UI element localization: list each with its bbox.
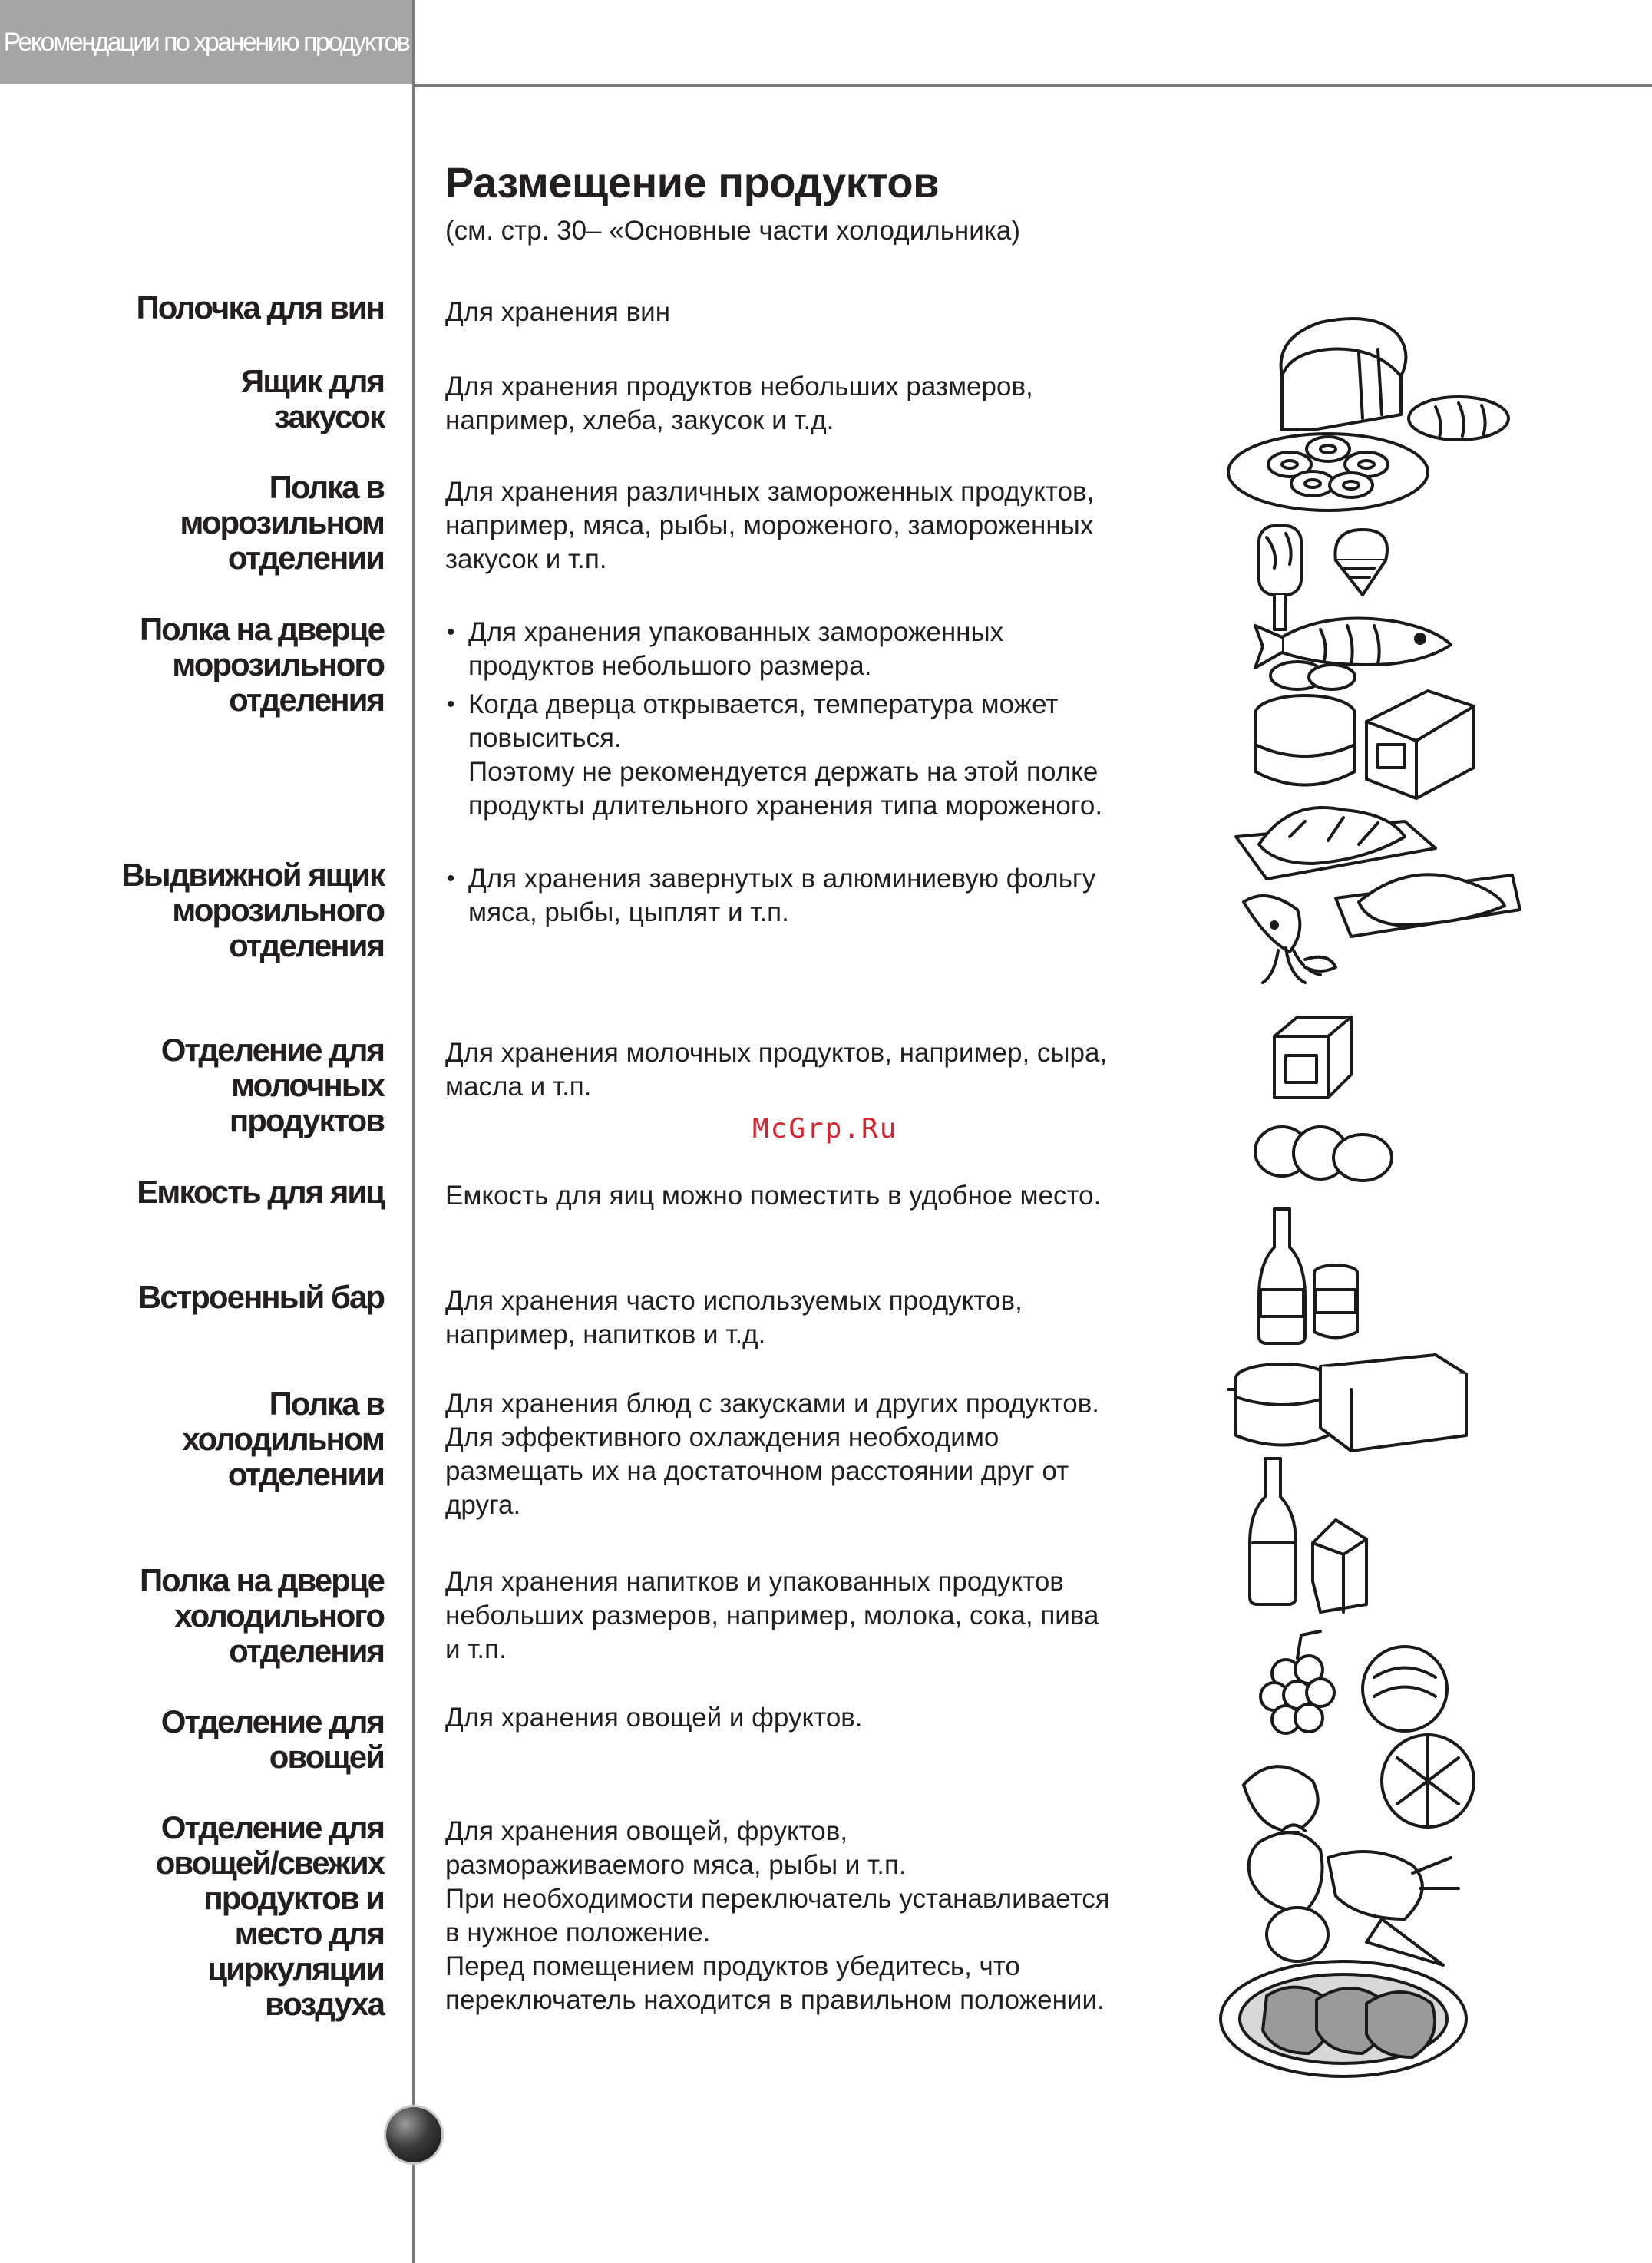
can-icon [1255, 695, 1355, 785]
desc-line: Для хранения различных замороженных продуктов, [445, 477, 1095, 507]
compartment-description [445, 1815, 1182, 2017]
label-line: Отделение для [160, 1032, 384, 1068]
jar-icon [1314, 1265, 1357, 1338]
desc-line: мяса, рыбы, цыплят и т.п. [468, 897, 789, 927]
desc-line: Перед помещением продуктов убедитесь, что [445, 1951, 1020, 1981]
compartment-description [445, 1036, 1182, 1104]
compartment-label [23, 1032, 384, 1138]
desc-line: • Для хранения завернутых в алюминиевую фольгу [468, 864, 1096, 894]
desc-line: Для хранения овощей и фруктов. [445, 1703, 863, 1733]
compartment-description [445, 370, 1182, 438]
desc-line: Для хранения напитков и упакованных продуктов [445, 1567, 1064, 1597]
compartment-description [445, 1179, 1182, 1213]
desc-line: например, хлеба, закусок и т.д. [445, 405, 834, 435]
compartment-label [23, 1563, 384, 1669]
compartment-description [445, 1387, 1182, 1522]
desc-line: продуктов небольшого размера. [468, 651, 872, 681]
watermark: McGrp.Ru [752, 1113, 898, 1145]
label-line: овощей [269, 1739, 384, 1775]
label-line: закусок [273, 398, 384, 434]
label-line: продуктов [229, 1102, 384, 1138]
desc-line: например, напитков и т.д. [445, 1320, 766, 1350]
meat-plate-icon [1221, 1961, 1466, 2076]
label-line: овощей/свежих [155, 1845, 384, 1881]
desc-line: размещать их на достаточном расстоянии друг от [445, 1456, 1069, 1486]
label-line: циркуляции [207, 1951, 384, 1987]
compartment-description [445, 1565, 1182, 1667]
compartment-label [23, 1280, 384, 1315]
page-title: Размещение продуктов [445, 158, 940, 206]
compartment-label [23, 1386, 384, 1492]
label-line: Отделение для [160, 1809, 384, 1845]
vegetables-icon [1249, 1825, 1459, 1966]
desc-line: • Для хранения упакованных замороженных [468, 617, 1004, 647]
desc-line: небольших размеров, например, молока, сока, пива [445, 1601, 1099, 1630]
compartment-label [23, 1704, 384, 1775]
ice-cream-icon [1259, 526, 1387, 629]
compartment-label [23, 1810, 384, 2022]
compartment-label [23, 290, 384, 325]
compartment-label [23, 612, 384, 718]
label-line: морозильного [172, 892, 384, 928]
label-line: воздуха [264, 1986, 384, 2022]
bread-icon [1281, 319, 1406, 430]
section-header [0, 0, 412, 84]
label-line: отделении [227, 540, 384, 576]
bullet-item [445, 688, 1182, 823]
compartment-description [445, 1701, 1182, 1735]
bottle-icon [1250, 1459, 1296, 1604]
compartment-description [445, 616, 1182, 828]
desc-line: • Когда дверца открывается, температура может [468, 689, 1059, 719]
label-line: продуктов и [203, 1880, 384, 1916]
label-line: Отделение для [160, 1703, 384, 1739]
desc-line: Для хранения продуктов небольших размеров, [445, 372, 1033, 401]
label-line: место для [234, 1915, 384, 1951]
food-illustrations [1213, 307, 1535, 2096]
bullet-item [445, 862, 1182, 930]
label-line: Емкость для яиц [137, 1174, 384, 1210]
desc-line: Для хранения часто используемых продуктов, [445, 1286, 1023, 1316]
cheese-icon [1274, 1017, 1351, 1098]
label-line: отделении [227, 1456, 384, 1492]
desc-line: Для хранения вин [445, 297, 671, 327]
desc-line: повыситься. [468, 723, 622, 753]
box-icon [1366, 691, 1474, 798]
label-line: Выдвижной ящик [121, 857, 384, 893]
label-line: молочных [231, 1067, 384, 1103]
compartment-label [23, 364, 384, 434]
desc-line: переключатель находится в правильном положении. [445, 1985, 1105, 2015]
desc-line: друга. [445, 1490, 521, 1520]
label-line: морозильного [172, 646, 384, 682]
desc-line: Для хранения молочных продуктов, например, сыра, [445, 1038, 1108, 1068]
desc-line: например, мяса, рыбы, мороженого, замороженных [445, 510, 1094, 540]
label-line: Ящик для [241, 363, 384, 399]
desc-line: При необходимости переключатель устанавливается [445, 1884, 1110, 1914]
desc-line: Емкость для яиц можно поместить в удобное место. [445, 1181, 1102, 1211]
header-rule [412, 84, 1652, 87]
squid-icon [1244, 896, 1336, 983]
label-line: Полочка для вин [136, 289, 384, 325]
label-line: Полка на дверце [139, 1562, 384, 1598]
compartment-description [445, 296, 1182, 329]
label-line: Полка на дверце [139, 611, 384, 647]
label-line: Полка в [269, 469, 384, 505]
compartment-description [445, 862, 1182, 934]
label-line: морозильном [180, 504, 384, 540]
milk-carton-icon [1313, 1520, 1366, 1612]
label-line: отделения [229, 1633, 384, 1669]
bottle-icon [1259, 1209, 1305, 1343]
bullet-item [445, 616, 1182, 683]
label-line: отделения [229, 927, 384, 963]
label-line: холодильном [182, 1421, 384, 1457]
desc-line: Для хранения блюд с закусками и других продуктов. [445, 1389, 1100, 1419]
fruit-icon [1244, 1631, 1474, 1831]
compartment-description [445, 475, 1182, 576]
compartment-label [23, 1174, 384, 1210]
page-subtitle: (см. стр. 30– «Основные части холодильника) [445, 216, 1021, 246]
desc-line: Поэтому не рекомендуется держать на этой полке [468, 757, 1099, 787]
label-line: Полка в [269, 1386, 384, 1422]
label-line: отделения [229, 682, 384, 718]
eggs-icon [1255, 1127, 1392, 1181]
compartment-description [445, 1284, 1182, 1352]
label-line: Встроенный бар [138, 1279, 384, 1315]
desc-line: масла и т.п. [445, 1072, 592, 1102]
desc-line: продукты длительного хранения типа мороженого. [468, 791, 1103, 821]
desc-line: в нужное положение. [445, 1918, 711, 1948]
desc-line: Для эффективного охлаждения необходимо [445, 1422, 999, 1452]
compartment-label [23, 470, 384, 576]
label-line: холодильного [174, 1597, 384, 1634]
column-divider [412, 0, 415, 2263]
desc-line: закусок и т.п. [445, 544, 607, 574]
food-container-icon [1228, 1355, 1466, 1451]
desc-line: и т.п. [445, 1634, 507, 1664]
desc-line: размораживаемого мяса, рыбы и т.п. [445, 1850, 907, 1880]
section-title: Рекомендации по хранению продуктов [3, 27, 409, 57]
desc-line: Для хранения овощей, фруктов, [445, 1816, 848, 1846]
page-marker [386, 2107, 441, 2162]
compartment-label [23, 857, 384, 963]
